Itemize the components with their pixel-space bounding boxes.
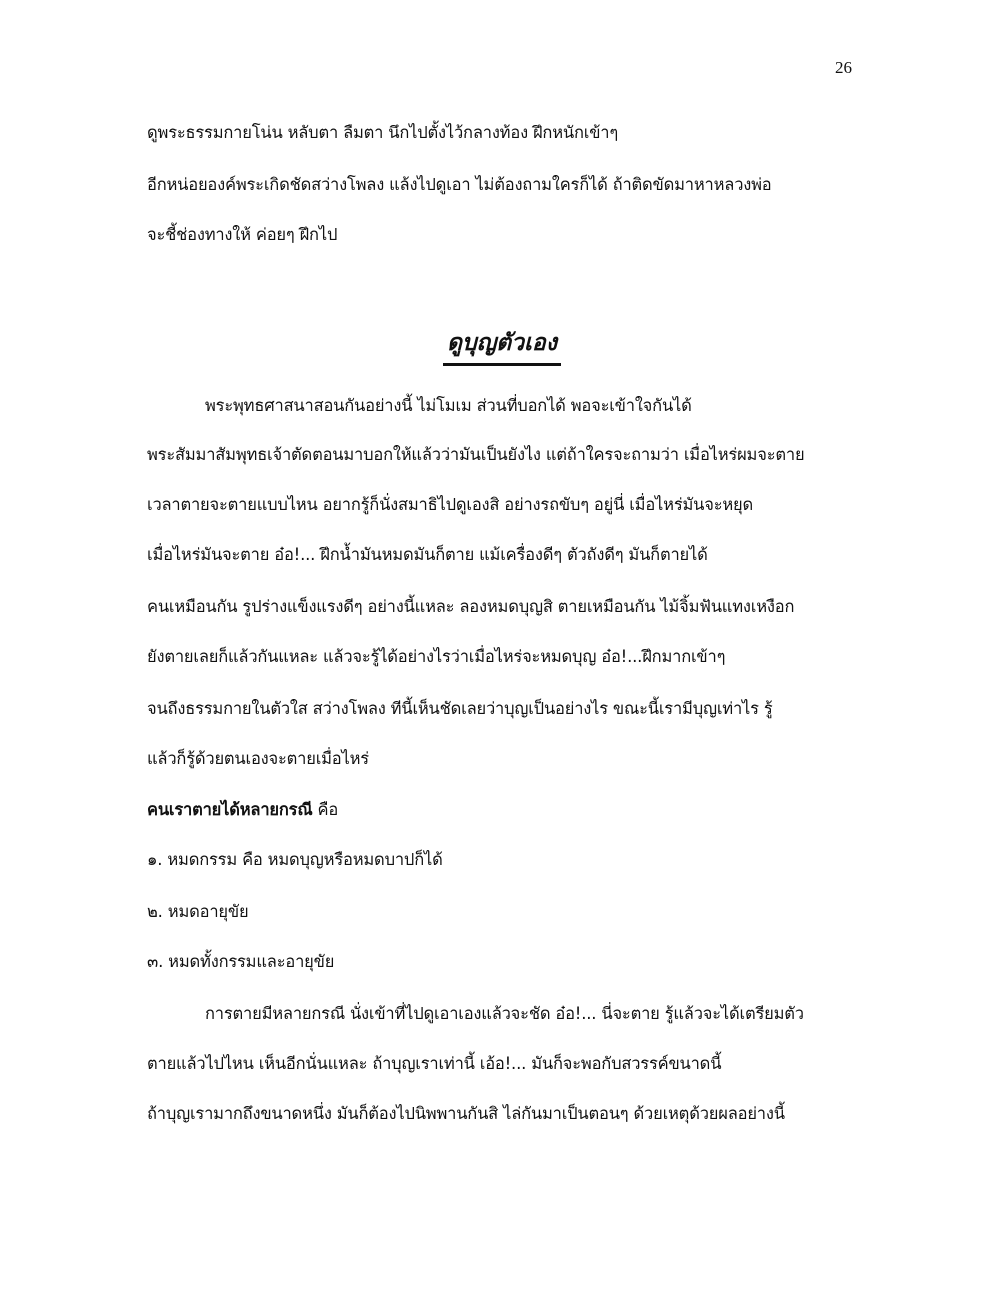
intro-line-1: ดูพระธรรมกายโน่น หลับตา ลืมตา นึกไปตั้งไว้กลางท้อง ฝึกหนักเข้าๆ xyxy=(147,123,619,142)
cause-item-1: ๑. หมดกรรม คือ หมดบุญหรือหมดบาปก็ได้ xyxy=(147,850,443,869)
paragraph1-line-1: พระพุทธศาสนาสอนกันอย่างนี้ ไม่โมเม ส่วนที่บอกได้ พอจะเข้าใจกันได้ xyxy=(205,396,692,415)
paragraph2-line-3: ถ้าบุญเรามากถึงขนาดหนึ่ง มันก็ต้องไปนิพพานกันสิ ไล่กันมาเป็นตอนๆ ด้วยเหตุด้วยผลอย่างนี้ xyxy=(147,1104,785,1123)
page-number: 26 xyxy=(835,58,852,77)
section-heading xyxy=(0,325,1000,366)
paragraph1-line-7: จนถึงธรรมกายในตัวใส สว่างโพลง ทีนี้เห็นชัดเลยว่าบุญเป็นอย่างไร ขณะนี้เรามีบุญเท่าไร รู้ xyxy=(147,699,773,718)
causes-lead-bold: คนเราตายได้หลายกรณี xyxy=(147,800,313,819)
paragraph1-line-4: เมื่อไหร่มันจะตาย อ๋อ!... ฝึกน้ำมันหมดมันก็ตาย แม้เครื่องดีๆ ตัวถังดีๆ มันก็ตายได้ xyxy=(147,545,708,564)
paragraph1-line-8: แล้วก็รู้ด้วยตนเองจะตายเมื่อไหร่ xyxy=(147,749,369,768)
paragraph2-line-2: ตายแล้วไปไหน เห็นอีกนั่นแหละ ถ้าบุญเราเท่านี้ เอ้อ!... มันก็จะพอกับสวรรค์ขนาดนี้ xyxy=(147,1054,722,1073)
cause-item-3: ๓. หมดทั้งกรรมและอายุขัย xyxy=(147,952,335,971)
paragraph2-line-1: การตายมีหลายกรณี นั่งเข้าที่ไปดูเอาเองแล้วจะชัด อ๋อ!... นี่จะตาย รู้แล้วจะได้เตรียมตัว xyxy=(205,1004,804,1023)
section-heading-text: ดูบุญตัวเอง xyxy=(443,325,561,366)
paragraph1-line-6: ยังตายเลยก็แล้วกันแหละ แล้วจะรู้ได้อย่างไรว่าเมื่อไหร่จะหมดบุญ อ๋อ!...ฝึกมากเข้าๆ xyxy=(147,647,726,666)
intro-line-3: จะชี้ช่องทางให้ ค่อยๆ ฝึกไป xyxy=(147,225,338,244)
paragraph1-line-2: พระสัมมาสัมพุทธเจ้าตัดตอนมาบอกให้แล้วว่ามันเป็นยังไง แต่ถ้าใครจะถามว่า เมื่อไหร่ผมจะตาย xyxy=(147,445,805,464)
cause-item-2: ๒. หมดอายุขัย xyxy=(147,902,249,921)
intro-line-2: อีกหน่อยองค์พระเกิดชัดสว่างโพลง แล้งไปดูเอา ไม่ต้องถามใครก็ได้ ถ้าติดขัดมาหาหลวงพ่อ xyxy=(147,175,772,194)
causes-lead-rest: คือ xyxy=(312,800,339,819)
paragraph1-line-5: คนเหมือนกัน รูปร่างแข็งแรงดีๆ อย่างนี้แหละ ลองหมดบุญสิ ตายเหมือนกัน ไม้จิ้มฟันแทงเหงือก xyxy=(147,597,795,616)
causes-lead xyxy=(147,797,338,823)
paragraph1-line-3: เวลาตายจะตายแบบไหน อยากรู้ก็นั่งสมาธิไปดูเองสิ อย่างรถขับๆ อยู่นี่ เมื่อไหร่มันจะหยุด xyxy=(147,495,754,514)
